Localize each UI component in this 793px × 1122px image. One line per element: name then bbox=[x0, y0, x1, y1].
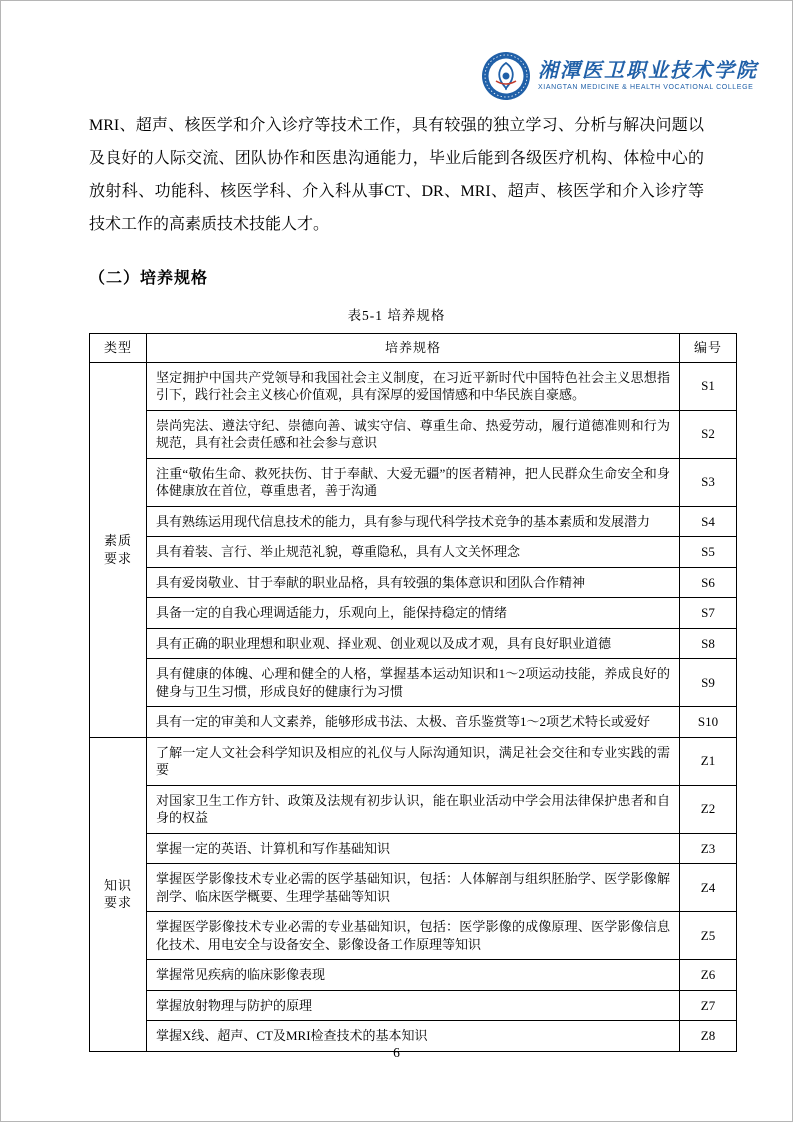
table-row bbox=[90, 737, 737, 785]
code-cell: S7 bbox=[680, 598, 737, 629]
code-cell: S8 bbox=[680, 628, 737, 659]
code-cell: S10 bbox=[680, 707, 737, 738]
spec-cell: 具有熟练运用现代信息技术的能力，具有参与现代科学技术竞争的基本素质和发展潜力 bbox=[147, 506, 680, 537]
code-cell: S2 bbox=[680, 410, 737, 458]
spec-cell: 具有健康的体魄、心理和健全的人格，掌握基本运动知识和1～2项运动技能，养成良好的健身与卫生习惯，形成良好的健康行为习惯 bbox=[147, 659, 680, 707]
spec-cell: 掌握常见疾病的临床影像表现 bbox=[147, 960, 680, 991]
college-emblem-icon bbox=[481, 51, 531, 101]
college-logo bbox=[481, 51, 758, 101]
intro-paragraph: MRI、超声、核医学和介入诊疗等技术工作，具有较强的独立学习、分析与解决问题以及良好的人际交流、团队协作和医患沟通能力，毕业后能到各级医疗机构、体检中心的放射科、功能科、核医学科、介入科从事CT、DR、MRI、超声、核医学和介入诊疗等技术工作的高素质技术技能人才。 bbox=[89, 117, 704, 233]
col-header-type: 类型 bbox=[90, 334, 147, 363]
code-cell: Z5 bbox=[680, 912, 737, 960]
college-name-cn: 湘潭医卫职业技术学院 bbox=[538, 60, 758, 82]
spec-cell: 坚定拥护中国共产党领导和我国社会主义制度，在习近平新时代中国特色社会主义思想指引下，践行社会主义核心价值观，具有深厚的爱国情感和中华民族自豪感。 bbox=[147, 362, 680, 410]
code-cell: S9 bbox=[680, 659, 737, 707]
table-row bbox=[90, 833, 737, 864]
spec-cell: 了解一定人文社会科学知识及相应的礼仪与人际沟通知识，满足社会交往和专业实践的需要 bbox=[147, 737, 680, 785]
table-row bbox=[90, 567, 737, 598]
code-cell: Z1 bbox=[680, 737, 737, 785]
spec-cell: 掌握医学影像技术专业必需的专业基础知识，包括：医学影像的成像原理、医学影像信息化技术、用电安全与设备安全、影像设备工作原理等知识 bbox=[147, 912, 680, 960]
table-row bbox=[90, 960, 737, 991]
spec-cell: 掌握医学影像技术专业必需的医学基础知识，包括：人体解剖与组织胚胎学、医学影像解剖学、临床医学概要、生理学基础等知识 bbox=[147, 864, 680, 912]
type-group-cell: 素质要求 bbox=[90, 362, 147, 737]
spec-cell: 具有爱岗敬业、甘于奉献的职业品格，具有较强的集体意识和团队合作精神 bbox=[147, 567, 680, 598]
spec-table bbox=[89, 333, 737, 1052]
code-cell: Z7 bbox=[680, 990, 737, 1021]
table-row bbox=[90, 912, 737, 960]
col-header-spec: 培养规格 bbox=[147, 334, 680, 363]
table-row bbox=[90, 785, 737, 833]
code-cell: S1 bbox=[680, 362, 737, 410]
table-row bbox=[90, 458, 737, 506]
section-heading: （二）培养规格 bbox=[89, 270, 209, 287]
code-cell: Z6 bbox=[680, 960, 737, 991]
spec-cell: 具有着装、言行、举止规范礼貌，尊重隐私，具有人文关怀理念 bbox=[147, 537, 680, 568]
spec-table-wrap bbox=[89, 333, 737, 1052]
code-cell: S6 bbox=[680, 567, 737, 598]
spec-cell: 注重“敬佑生命、救死扶伤、甘于奉献、大爱无疆”的医者精神，把人民群众生命安全和身体健康放在首位，尊重患者，善于沟通 bbox=[147, 458, 680, 506]
college-name-en: XIANGTAN MEDICINE & HEALTH VOCATIONAL COLLEGE bbox=[538, 84, 754, 91]
table-row bbox=[90, 707, 737, 738]
table-row bbox=[90, 628, 737, 659]
spec-cell: 掌握放射物理与防护的原理 bbox=[147, 990, 680, 1021]
page-number: 6 bbox=[393, 1045, 400, 1060]
spec-cell: 对国家卫生工作方针、政策及法规有初步认识，能在职业活动中学会用法律保护患者和自身的权益 bbox=[147, 785, 680, 833]
code-cell: Z4 bbox=[680, 864, 737, 912]
spec-cell: 掌握X线、超声、CT及MRI检查技术的基本知识 bbox=[147, 1021, 680, 1052]
table-row bbox=[90, 864, 737, 912]
spec-cell: 具有正确的职业理想和职业观、择业观、创业观以及成才观，具有良好职业道德 bbox=[147, 628, 680, 659]
code-cell: S3 bbox=[680, 458, 737, 506]
table-row bbox=[90, 598, 737, 629]
code-cell: Z3 bbox=[680, 833, 737, 864]
col-header-code: 编号 bbox=[680, 334, 737, 363]
spec-cell: 具有一定的审美和人文素养，能够形成书法、太极、音乐鉴赏等1～2项艺术特长或爱好 bbox=[147, 707, 680, 738]
spec-table-head bbox=[90, 334, 737, 363]
college-logo-text bbox=[538, 59, 758, 93]
table-row bbox=[90, 537, 737, 568]
page-header bbox=[1, 1, 792, 101]
table-row bbox=[90, 410, 737, 458]
table-row bbox=[90, 506, 737, 537]
table-row bbox=[90, 990, 737, 1021]
page-content bbox=[1, 109, 792, 324]
table-header-row bbox=[90, 334, 737, 363]
type-group-cell: 知识要求 bbox=[90, 737, 147, 1051]
code-cell: Z8 bbox=[680, 1021, 737, 1052]
table-row bbox=[90, 659, 737, 707]
spec-cell: 具备一定的自我心理调适能力，乐观向上，能保持稳定的情绪 bbox=[147, 598, 680, 629]
code-cell: Z2 bbox=[680, 785, 737, 833]
table-caption: 表5-1 培养规格 bbox=[347, 308, 446, 323]
code-cell: S4 bbox=[680, 506, 737, 537]
code-cell: S5 bbox=[680, 537, 737, 568]
table-row bbox=[90, 362, 737, 410]
spec-cell: 掌握一定的英语、计算机和写作基础知识 bbox=[147, 833, 680, 864]
spec-cell: 崇尚宪法、遵法守纪、崇德向善、诚实守信、尊重生命、热爱劳动，履行道德准则和行为规范，具有社会责任感和社会参与意识 bbox=[147, 410, 680, 458]
spec-table-body bbox=[90, 362, 737, 1051]
